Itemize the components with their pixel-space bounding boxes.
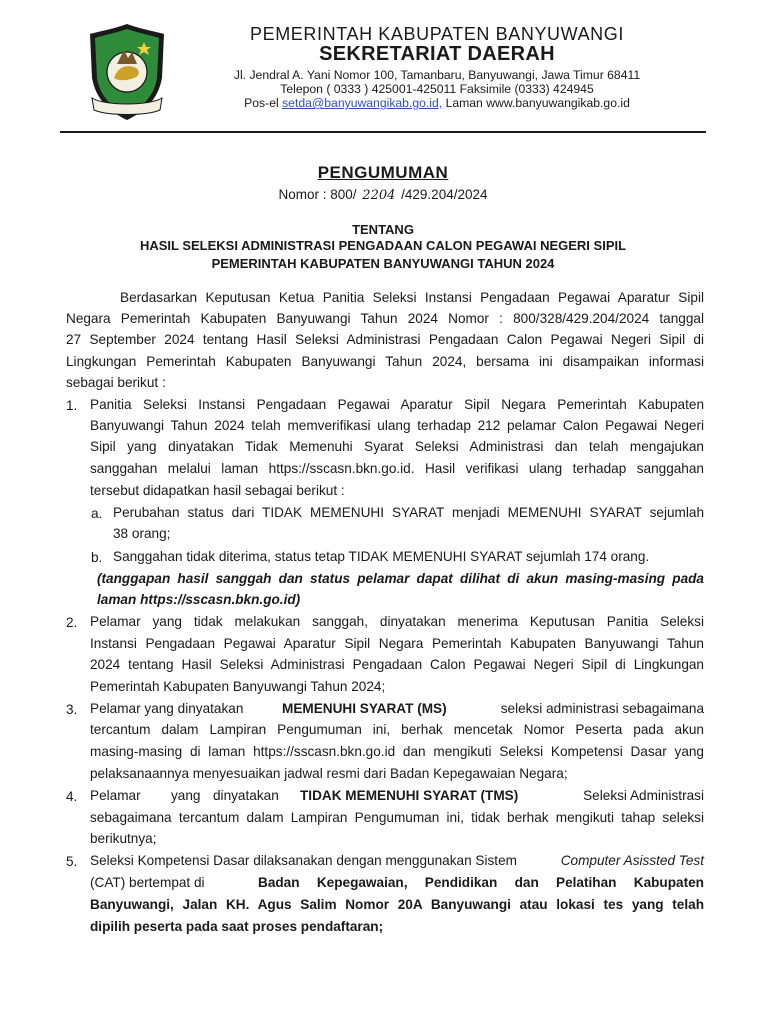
item5-location: Badan Kepegawaian, Pendidikan dan Pelatihan Kabupaten: [258, 875, 704, 890]
item4-word: yang: [171, 788, 201, 803]
intro-line: Lingkungan Pemerintah Kabupaten Banyuwangi Tahun 2024, bersama ini disampaikan informasi: [66, 354, 704, 369]
item1-line: Panitia Seleksi Instansi Pengadaan Pegawai Aparatur Sipil Negara Pemerintah Kabupaten: [90, 397, 704, 412]
item1-line: sanggahan melalui laman https://sscasn.bkn.go.id. Hasil verifikasi ulang terhadap sanggahan: [90, 461, 704, 476]
subitem-letter: b.: [91, 550, 103, 565]
item4-line-post: Seleksi Administrasi: [583, 788, 704, 803]
office-name: SEKRETARIAT DAERAH: [319, 43, 555, 65]
email-link[interactable]: setda@banyuwangikab.go.id,: [282, 96, 443, 110]
subitem-a-line: Perubahan status dari TIDAK MEMENUHI SYARAT menjadi MEMENUHI SYARAT sejumlah: [113, 505, 704, 520]
item3-status-ms: MEMENUHI SYARAT (MS): [282, 701, 447, 716]
number-prefix: Nomor : 800/: [278, 187, 357, 202]
item3-line: pelaksanaannya menyesuaikan jadwal resmi dari Badan Kepegawaian Negara;: [90, 766, 568, 781]
item3-line-pre: Pelamar yang dinyatakan: [90, 701, 244, 716]
subject-line-2: PEMERINTAH KABUPATEN BANYUWANGI TAHUN 2024: [211, 256, 555, 271]
email-prefix: Pos-el: [244, 96, 279, 110]
office-telephone: Telepon ( 0333 ) 425001-425011 Faksimile (0333) 424945: [280, 82, 594, 96]
item1-line: Sipil yang dinyatakan Tidak Memenuhi Syarat Seleksi Administrasi dan telah mengajukan: [90, 439, 704, 454]
item5-location: Banyuwangi, Jalan KH. Agus Salim Nomor 20A Banyuwangi atau lokasi tes yang telah: [90, 897, 704, 912]
intro-line: Negara Pemerintah Kabupaten Banyuwangi Tahun 2024 Nomor : 800/328/429.204/2024 tanggal: [66, 311, 704, 326]
item2-line: 2024 tentang Hasil Seleksi Administrasi Pengadaan Calon Pegawai Negeri Sipil di Lingkungan: [90, 657, 704, 672]
item-number: 2.: [66, 615, 78, 630]
handwritten-number: 2204: [362, 188, 396, 203]
item5-location: dipilih peserta pada saat proses pendaftaran;: [90, 919, 384, 934]
item-number: 4.: [66, 789, 78, 804]
item3-line-post: seleksi administrasi sebagaimana: [500, 701, 704, 716]
about-heading: TENTANG: [352, 222, 414, 237]
number-suffix: /429.204/2024: [401, 187, 488, 202]
item4-word: dinyatakan: [213, 788, 279, 803]
item2-line: Pelamar yang tidak melakukan sanggah, dinyatakan menerima Keputusan Panitia Seleksi: [90, 614, 704, 629]
subitem-letter: a.: [91, 506, 103, 521]
item3-line: masing-masing di laman https://sscasn.bkn.go.id dan mengikuti Seleksi Kompetensi Dasar yang: [90, 744, 704, 759]
item5-line-pre: (CAT) bertempat di: [90, 875, 205, 890]
intro-line: Berdasarkan Keputusan Ketua Panitia Seleksi Instansi Pengadaan Pegawai Aparatur Sipil: [120, 290, 704, 305]
subject-line-1: HASIL SELEKSI ADMINISTRASI PENGADAAN CALON PEGAWAI NEGERI SIPIL: [139, 238, 627, 253]
item-number: 1.: [66, 398, 78, 413]
office-contact: [200, 96, 674, 110]
sanggah-note: (tanggapan hasil sanggah dan status pelamar dapat dilihat di akun masing-masing pada: [97, 571, 704, 586]
letterhead-divider: [60, 131, 706, 133]
announcement-title: PENGUMUMAN: [317, 163, 449, 182]
item-number: 5.: [66, 854, 78, 869]
item5-cat-term: Computer Asissted Test: [560, 853, 704, 868]
item3-line: tercantum dalam Lampiran Pengumuman ini, berhak mencetak Nomor Peserta pada akun: [90, 722, 704, 737]
item4-line: berikutnya;: [90, 831, 157, 846]
item1-line: Banyuwangi Tahun 2024 telah memverifikasi ulang terhadap 212 pelamar Calon Pegawai Negeri: [90, 418, 704, 433]
item4-status-tms: TIDAK MEMENUHI SYARAT (TMS): [300, 788, 519, 803]
item1-line: tersebut didapatkan hasil sebagai berikut :: [90, 483, 345, 498]
subitem-a-line: 38 orang;: [113, 526, 171, 541]
item-number: 3.: [66, 702, 78, 717]
sanggah-note: laman https://sscasn.bkn.go.id): [97, 592, 301, 607]
office-address: Jl. Jendral A. Yani Nomor 100, Tamanbaru, Banyuwangi, Jawa Timur 68411: [233, 68, 641, 82]
item4-line: sebagaimana tercantum dalam Lampiran Pengumuman ini, tidak berhak mengikuti tahap seleksi: [90, 810, 704, 825]
government-name: PEMERINTAH KABUPATEN BANYUWANGI: [250, 24, 624, 44]
website-text: Laman www.banyuwangikab.go.id: [445, 96, 630, 110]
regency-coat-of-arms-icon: [84, 20, 170, 124]
intro-line: sebagai berikut :: [66, 375, 166, 390]
item2-line: Pemerintah Kabupaten Banyuwangi Tahun 2024;: [90, 679, 386, 694]
intro-line: 27 September 2024 tentang Hasil Seleksi Administrasi Pengadaan Calon Pegawai Negeri Sipil di: [66, 332, 704, 347]
announcement-number: [60, 187, 706, 203]
subitem-b-line: Sanggahan tidak diterima, status tetap TIDAK MEMENUHI SYARAT sejumlah 174 orang.: [113, 549, 650, 564]
item5-line-pre: Seleksi Kompetensi Dasar dilaksanakan dengan menggunakan Sistem: [90, 853, 517, 868]
item4-word: Pelamar: [90, 788, 141, 803]
item2-line: Instansi Pengadaan Pegawai Aparatur Sipil Negara Pemerintah Kabupaten Banyuwangi Tahun: [90, 636, 704, 651]
